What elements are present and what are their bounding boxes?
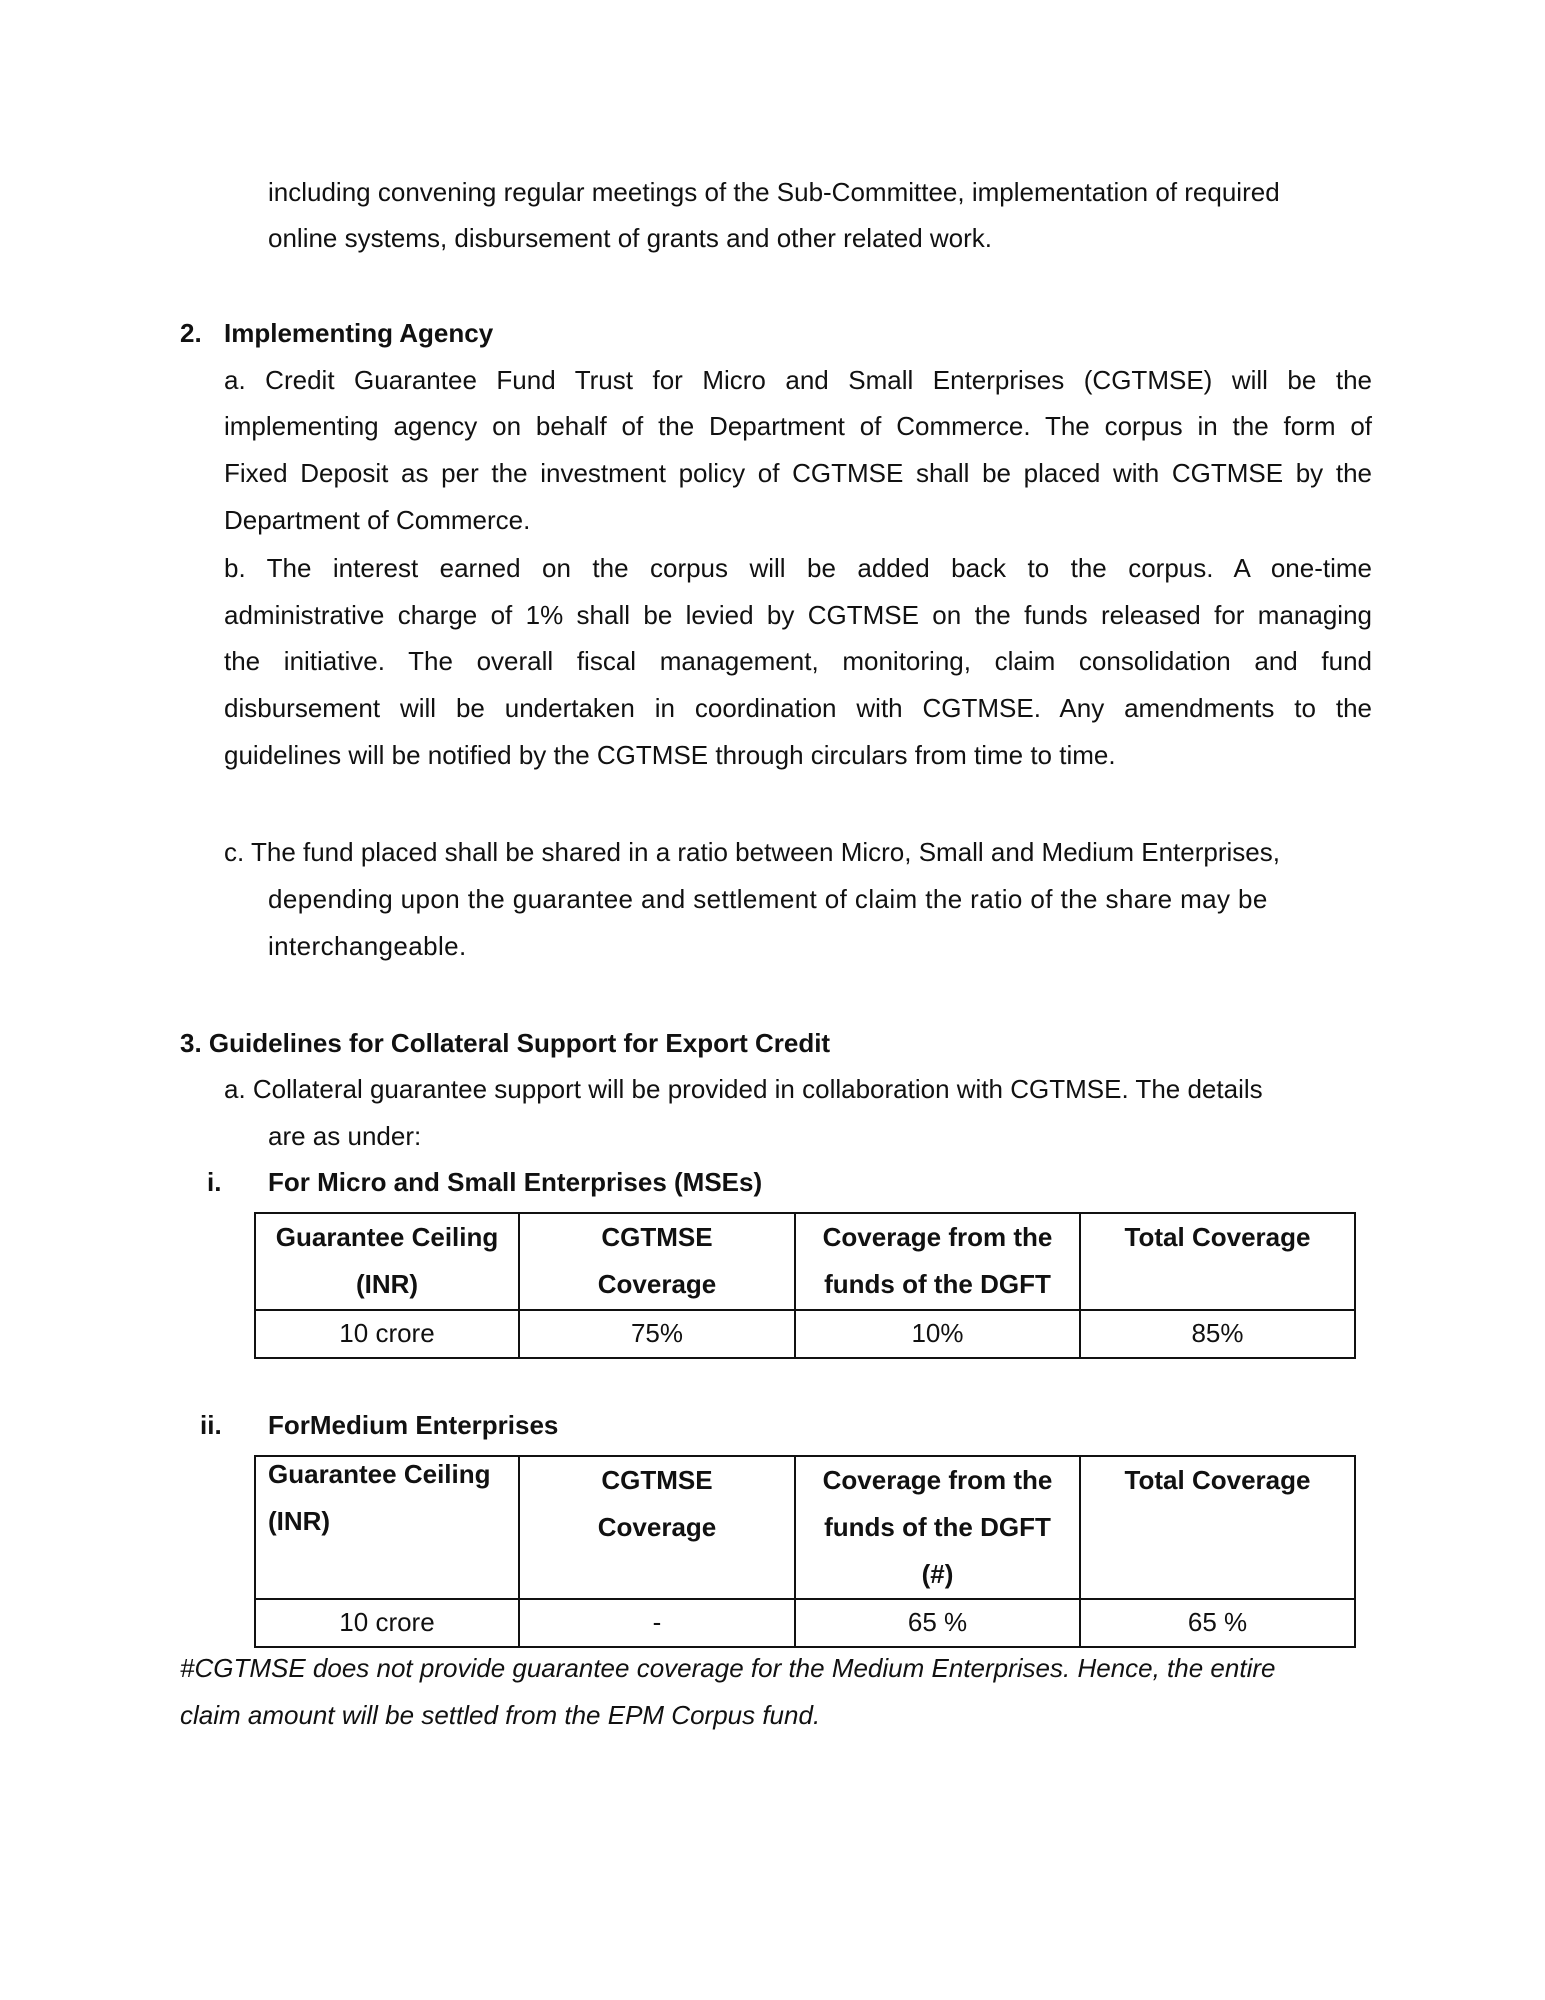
header-guarantee-ceiling <box>255 1456 519 1599</box>
section-2c-line: c. The fund placed shall be shared in a ratio between Micro, Small and Medium Enterprises, <box>224 837 1280 867</box>
section-2b-line: b. The interest earned on the corpus will be added back to the corpus. A one-time <box>224 553 1372 583</box>
header-text: (INR) <box>268 1506 331 1536</box>
section-2-title: Implementing Agency <box>224 318 494 348</box>
header-cgtmse-coverage <box>519 1213 795 1310</box>
header-text: Coverage <box>597 1269 717 1299</box>
header-text: Total Coverage <box>1124 1465 1311 1495</box>
section-2a-line: Fixed Deposit as per the investment policy of CGTMSE shall be placed with CGTMSE by the <box>224 458 1372 488</box>
medium-coverage-table <box>254 1455 1356 1648</box>
cell-guarantee-ceiling: 10 crore <box>255 1599 519 1647</box>
header-text: funds of the DGFT <box>824 1269 1051 1299</box>
section-2b-line: administrative charge of 1% shall be levied by CGTMSE on the funds released for managing <box>224 600 1372 630</box>
table-row <box>255 1310 1355 1358</box>
cell-cgtmse-coverage: 75% <box>519 1310 795 1358</box>
section-3a-line: a. Collateral guarantee support will be provided in collaboration with CGTMSE. The details <box>224 1074 1263 1104</box>
header-text: Coverage from the <box>822 1465 1053 1495</box>
section-2b-line: guidelines will be notified by the CGTMSE through circulars from time to time. <box>224 740 1116 770</box>
intro-line: online systems, disbursement of grants and other related work. <box>268 223 993 253</box>
section-2a-line: a. Credit Guarantee Fund Trust for Micro and Small Enterprises (CGTMSE) will be the <box>224 365 1372 395</box>
header-text: Total Coverage <box>1124 1222 1311 1252</box>
section-2b-line: the initiative. The overall fiscal management, monitoring, claim consolidation and fund <box>224 646 1372 676</box>
footnote-line: #CGTMSE does not provide guarantee coverage for the Medium Enterprises. Hence, the entire <box>180 1653 1276 1683</box>
header-total-coverage <box>1080 1213 1355 1310</box>
section-2a-line: Department of Commerce. <box>224 505 531 535</box>
cell-guarantee-ceiling: 10 crore <box>255 1310 519 1358</box>
sub-ii-marker: ii. <box>200 1410 222 1440</box>
section-2c-line: depending upon the guarantee and settlement of claim the ratio of the share may be <box>268 884 1268 914</box>
header-text: (INR) <box>355 1269 419 1299</box>
table-header-row <box>255 1456 1355 1599</box>
header-text: (#) <box>921 1559 954 1589</box>
cell-total-coverage: 85% <box>1080 1310 1355 1358</box>
header-total-coverage <box>1080 1456 1355 1599</box>
section-3a-line: are as under: <box>268 1121 422 1151</box>
section-2-number: 2. <box>180 318 202 348</box>
header-text: Guarantee Ceiling <box>268 1459 491 1489</box>
cell-total-coverage: 65 % <box>1080 1599 1355 1647</box>
table-row <box>255 1599 1355 1647</box>
header-text: Coverage <box>597 1512 717 1542</box>
cell-dgft-coverage: 65 % <box>795 1599 1080 1647</box>
cell-cgtmse-coverage: - <box>519 1599 795 1647</box>
section-2c-line: interchangeable. <box>268 931 467 961</box>
header-guarantee-ceiling <box>255 1213 519 1310</box>
footnote-line: claim amount will be settled from the EPM Corpus fund. <box>180 1700 821 1730</box>
section-2b-line: disbursement will be undertaken in coordination with CGTMSE. Any amendments to the <box>224 693 1372 723</box>
section-3-title: 3. Guidelines for Collateral Support for Export Credit <box>180 1028 831 1058</box>
header-dgft-coverage <box>795 1456 1080 1599</box>
section-2a-line: implementing agency on behalf of the Department of Commerce. The corpus in the form of <box>224 411 1372 441</box>
header-cgtmse-coverage <box>519 1456 795 1599</box>
header-text: Coverage from the <box>822 1222 1053 1252</box>
sub-i-title: For Micro and Small Enterprises (MSEs) <box>268 1167 763 1197</box>
cell-dgft-coverage: 10% <box>795 1310 1080 1358</box>
table-header-row <box>255 1213 1355 1310</box>
header-text: Guarantee Ceiling <box>275 1222 499 1252</box>
header-dgft-coverage <box>795 1213 1080 1310</box>
sub-ii-title: ForMedium Enterprises <box>268 1410 559 1440</box>
header-text: funds of the DGFT <box>824 1512 1051 1542</box>
intro-line: including convening regular meetings of the Sub-Committee, implementation of required <box>268 177 1280 207</box>
header-text: CGTMSE <box>601 1222 713 1252</box>
sub-i-marker: i. <box>207 1167 222 1197</box>
mse-coverage-table <box>254 1212 1356 1359</box>
header-text: CGTMSE <box>601 1465 713 1495</box>
